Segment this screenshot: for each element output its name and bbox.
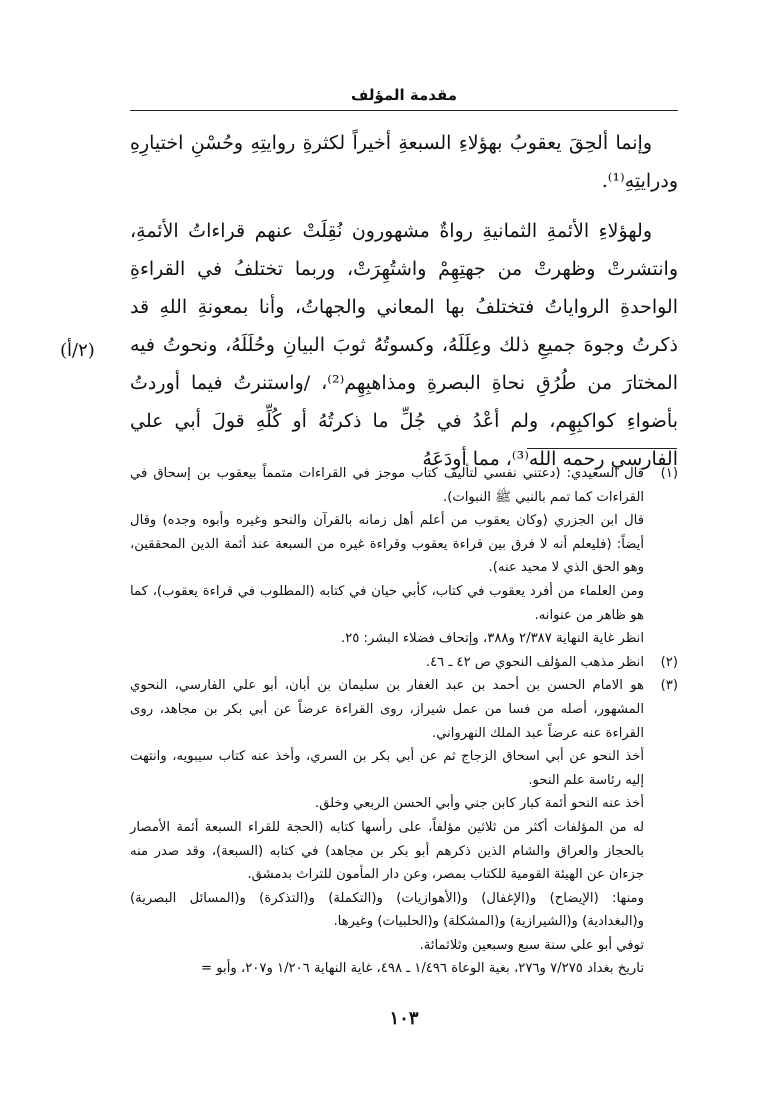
footnote-divider bbox=[527, 448, 677, 449]
footnote-body bbox=[130, 651, 644, 675]
footnote-3 bbox=[130, 674, 678, 981]
footnotes bbox=[130, 462, 678, 981]
footnote-body bbox=[130, 462, 644, 651]
footnote-line: أخذ النحو عن أبي اسحاق الزجاج ثم عن أبي بكر بن السري، وأخذ عنه كتاب سيبويه، وانتهت إليه رئاسة علم النحو. bbox=[130, 749, 644, 788]
footnote-line: هو الامام الحسن بن أحمد بن عبد الغفار بن سليمان بن أبان، أبو علي الفارسي، النحوي المشهور، أصله من فسا من عمل شيراز، روى القراءة عرضاً عن أبي بكر بن مجاهد، روى القراءة عنه عرضاً عبد الملك النهرواني. bbox=[130, 678, 644, 741]
footnote-line: له من المؤلفات أكثر من ثلاثين مؤلفاً، على رأسها كتابه (الحجة للقراء السبعة أئمة الأمصار بالحجاز والعراق والشام الذين ذكرهم أبو بكر بن مجاهد) في كتابه (السبعة)، وقد صدر منه جزءان عن الهيئة القومية للكتاب بمصر، وعن دار المأمون للتراث بدمشق. bbox=[130, 819, 644, 883]
footnote-line: انظر غاية النهاية ٢/٣٨٧ و٣٨٨، وإتحاف فضلاء البشر: ٢٥. bbox=[340, 631, 644, 647]
footnote-line: قال السعيدي: (دعتني نفسي لتأليف كتاب موجز في القراءات متمماً بيعقوب بن إسحاق في القراءات كما تمم بالنبي ﷺ النبوات). bbox=[130, 466, 644, 505]
footnote-number: (٢) bbox=[660, 654, 678, 670]
main-paragraph-1: وإنما ألحِقَ يعقوبُ بهؤلاءِ السبعةِ أخيراً لكثرةِ روايتِهِ وحُسْنِ اختيارِهِ ودرايتِهِ⁽¹⁾. bbox=[130, 132, 678, 192]
footnote-line: تاريخ بغداد ٧/٢٧٥ و٢٧٦، بغية الوعاة ١/٤٩٦ ـ ٤٩٨، غاية النهاية ١/٢٠٦ و٢٠٧، وأبو = bbox=[200, 961, 644, 977]
main-text bbox=[130, 124, 678, 478]
footnote-number: (٣) bbox=[660, 678, 678, 694]
footnote-line: أخذ عنه النحو أئمة كبار كابن جني وأبي الحسن الربعي وخلق. bbox=[314, 796, 644, 812]
footnote-number: (١) bbox=[660, 466, 678, 481]
footnote-line: انظر مذهب المؤلف النحوي ص ٤٢ ـ ٤٦. bbox=[425, 654, 644, 670]
page-number: ١٠٣ bbox=[389, 1008, 419, 1029]
footnote-line: ومنها: (الإيضاح) و(الإغفال) و(الأهوازيات) و(التكملة) و(التذكرة) و(المسائل البصرية) و(البغدادية) و(الشيرازية) و(المشكلة) و(الحلبيات) وغيرها. bbox=[130, 890, 644, 930]
footnote-2 bbox=[130, 651, 678, 675]
footnote-body bbox=[130, 674, 644, 981]
footnote-line: توفي أبو علي سنة سبع وسبعين وثلاثمائة. bbox=[419, 937, 644, 953]
footnote-line: قال ابن الجزري (وكان يعقوب من أعلم أهل زمانه بالقرآن والنحو وغيره وأبوه وجده) وقال أيضاً: (فليعلم أنه لا فرق بين قراءة يعقوب وقراءة غيره من السبعة عند أئمة الدين المحققين، وهو الحق الذي لا محيد عنه). bbox=[130, 513, 644, 576]
footnote-line: ومن العلماء من أفرد يعقوب في كتاب، كأبي حيان في كتابه (المطلوب في قراءة يعقوب)، كما هو ظاهر من عنوانه. bbox=[130, 583, 644, 623]
header-divider bbox=[130, 110, 678, 111]
footnote-1 bbox=[130, 462, 678, 651]
manuscript-folio-note: (٢/أ) bbox=[60, 340, 95, 361]
main-paragraph-2: ولهؤلاءِ الأئمةِ الثمانيةِ رواةٌ مشهورون نُقِلَتْ عنهم قراءاتُ الأئمةِ، وانتشرتْ وظهرتْ من جهتِهِمْ واشتُهِرَتْ، وربما تختلفُ في القراءةِ الواحدةِ الرواياتُ فتختلفُ بها المعاني والجهاتُ، وأنا بمعونةِ اللهِ قد ذكرتُ وجوهَ جميعِ ذلك وعِلَلَهُ، وكسوتُهُ ثوبَ البيانِ وحُلَلَهُ، ونحوتُ فيه المختارَ من طُرُقِ نحاةِ البصرةِ ومذاهبِهِم⁽²⁾، /واستنرتُ فيما أوردتُ بأضواءِ كواكبِهِم، ولم أعْدُ في جُلِّ ما ذكرتُهُ أو كُلِّهِ قولَ أبي علي الفارسي رحمه الله⁽³⁾، مما أودَعَهُ bbox=[130, 220, 678, 470]
running-header: مقدمة المؤلف bbox=[350, 86, 458, 104]
